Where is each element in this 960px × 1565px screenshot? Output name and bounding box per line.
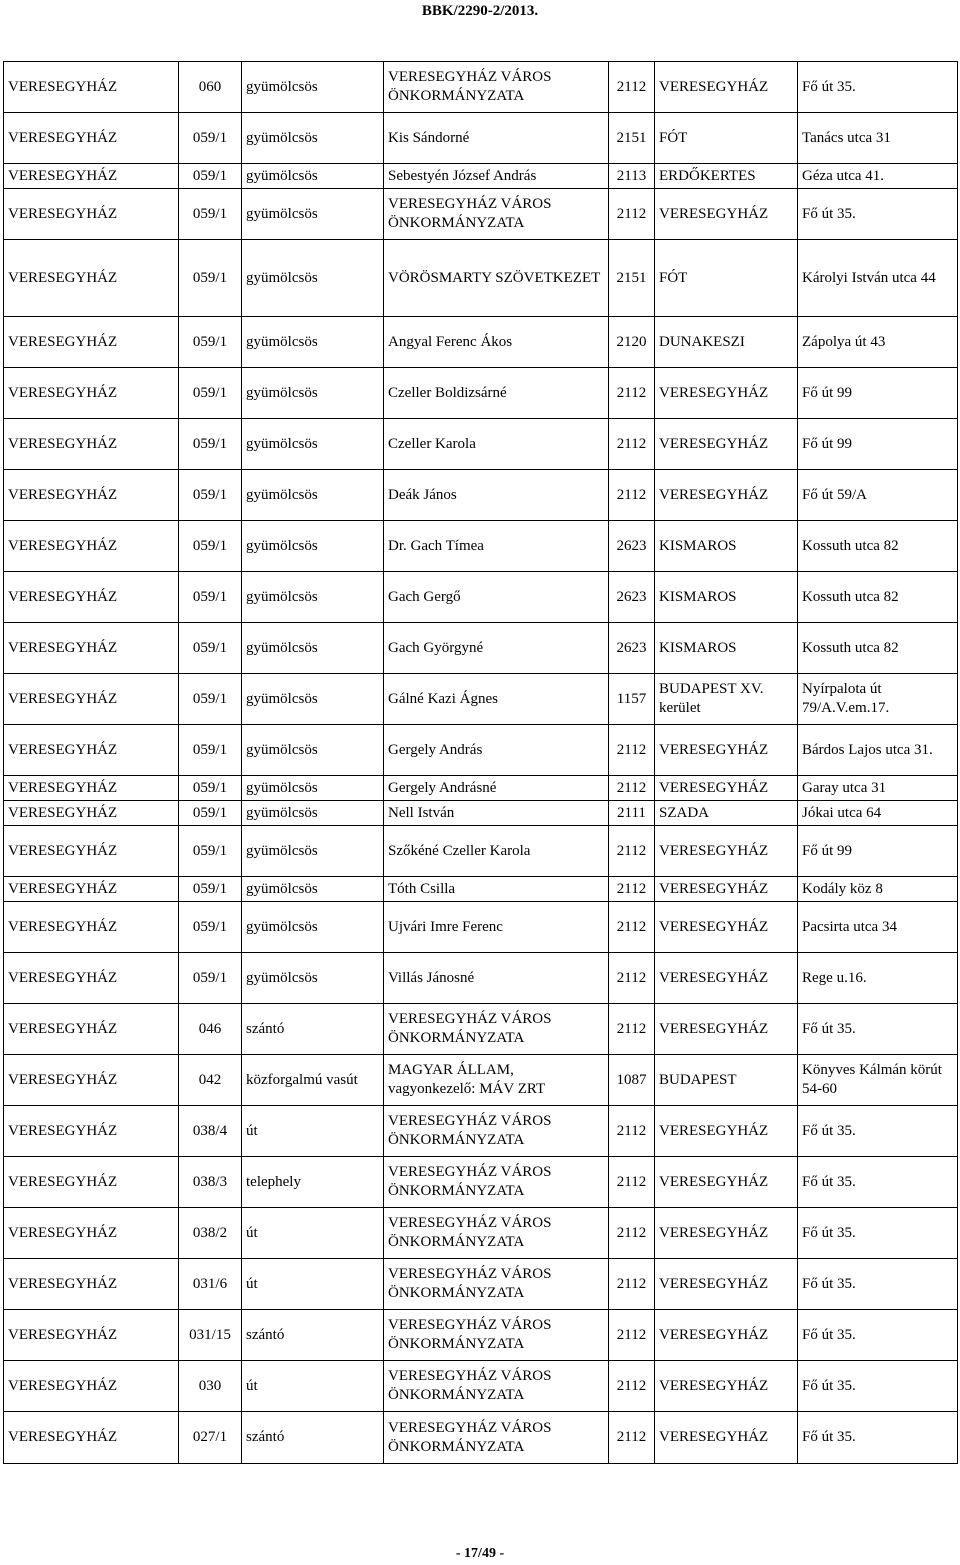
cell-use: gyümölcsös [242, 521, 384, 572]
cell-use: gyümölcsös [242, 953, 384, 1004]
cell-address: Fő út 35. [798, 1157, 958, 1208]
cell-owner: VERESEGYHÁZ VÁROS ÖNKORMÁNYZATA [384, 1004, 609, 1055]
cell-address: Rege u.16. [798, 953, 958, 1004]
cell-address: Géza utca 41. [798, 164, 958, 189]
cell-owner: Gach Györgyné [384, 623, 609, 674]
cell-town: VERESEGYHÁZ [4, 1157, 179, 1208]
cell-town: VERESEGYHÁZ [4, 1361, 179, 1412]
cell-owner: VERESEGYHÁZ VÁROS ÖNKORMÁNYZATA [384, 1259, 609, 1310]
cell-zip: 2112 [609, 953, 655, 1004]
cell-parcel: 038/4 [179, 1106, 242, 1157]
cell-zip: 2112 [609, 725, 655, 776]
cell-zip: 2112 [609, 877, 655, 902]
table-row [4, 470, 958, 521]
cell-town: VERESEGYHÁZ [4, 317, 179, 368]
cell-town: VERESEGYHÁZ [4, 368, 179, 419]
cell-city: KISMAROS [655, 623, 798, 674]
cell-parcel: 060 [179, 62, 242, 113]
cell-zip: 2112 [609, 1157, 655, 1208]
cell-town: VERESEGYHÁZ [4, 521, 179, 572]
cell-city: VERESEGYHÁZ [655, 1361, 798, 1412]
cell-owner: VERESEGYHÁZ VÁROS ÖNKORMÁNYZATA [384, 1412, 609, 1464]
cell-city: DUNAKESZI [655, 317, 798, 368]
cell-city: FÓT [655, 240, 798, 317]
cell-address: Fő út 35. [798, 1412, 958, 1464]
cell-parcel: 059/1 [179, 240, 242, 317]
cell-zip: 2112 [609, 1361, 655, 1412]
cell-parcel: 030 [179, 1361, 242, 1412]
cell-use: gyümölcsös [242, 674, 384, 725]
cell-owner: VERESEGYHÁZ VÁROS ÖNKORMÁNYZATA [384, 1157, 609, 1208]
cell-city: VERESEGYHÁZ [655, 62, 798, 113]
table-row [4, 725, 958, 776]
table-row [4, 776, 958, 801]
cell-address: Garay utca 31 [798, 776, 958, 801]
cell-parcel: 059/1 [179, 953, 242, 1004]
cell-town: VERESEGYHÁZ [4, 419, 179, 470]
cell-address: Fő út 35. [798, 1004, 958, 1055]
cell-town: VERESEGYHÁZ [4, 164, 179, 189]
cell-use: gyümölcsös [242, 470, 384, 521]
cell-address: Fő út 35. [798, 1259, 958, 1310]
cell-use: gyümölcsös [242, 317, 384, 368]
cell-owner: Gergely András [384, 725, 609, 776]
cell-town: VERESEGYHÁZ [4, 801, 179, 826]
cell-zip: 2112 [609, 189, 655, 240]
cell-town: VERESEGYHÁZ [4, 1412, 179, 1464]
table-row [4, 1208, 958, 1259]
cell-city: KISMAROS [655, 572, 798, 623]
cell-city: VERESEGYHÁZ [655, 1412, 798, 1464]
cell-owner: Sebestyén József András [384, 164, 609, 189]
table-row [4, 902, 958, 953]
cell-town: VERESEGYHÁZ [4, 240, 179, 317]
cell-city: SZADA [655, 801, 798, 826]
cell-address: Jókai utca 64 [798, 801, 958, 826]
cell-town: VERESEGYHÁZ [4, 1106, 179, 1157]
cell-town: VERESEGYHÁZ [4, 572, 179, 623]
cell-address: Fő út 35. [798, 1208, 958, 1259]
cell-city: KISMAROS [655, 521, 798, 572]
cell-owner: Czeller Boldizsárné [384, 368, 609, 419]
cell-use: gyümölcsös [242, 801, 384, 826]
cell-use: gyümölcsös [242, 623, 384, 674]
cell-town: VERESEGYHÁZ [4, 1208, 179, 1259]
cell-city: VERESEGYHÁZ [655, 1259, 798, 1310]
cell-town: VERESEGYHÁZ [4, 62, 179, 113]
cell-use: gyümölcsös [242, 164, 384, 189]
cell-use: szántó [242, 1412, 384, 1464]
cell-city: VERESEGYHÁZ [655, 1106, 798, 1157]
cell-use: gyümölcsös [242, 419, 384, 470]
cell-parcel: 059/1 [179, 470, 242, 521]
cell-zip: 2151 [609, 113, 655, 164]
cell-town: VERESEGYHÁZ [4, 776, 179, 801]
cell-town: VERESEGYHÁZ [4, 1004, 179, 1055]
cell-zip: 2112 [609, 776, 655, 801]
cell-city: VERESEGYHÁZ [655, 189, 798, 240]
cell-parcel: 059/1 [179, 776, 242, 801]
cell-zip: 2112 [609, 1310, 655, 1361]
cell-parcel: 059/1 [179, 189, 242, 240]
cell-owner: VERESEGYHÁZ VÁROS ÖNKORMÁNYZATA [384, 1310, 609, 1361]
table-row [4, 164, 958, 189]
table-row [4, 953, 958, 1004]
cell-city: BUDAPEST [655, 1055, 798, 1106]
cell-use: gyümölcsös [242, 826, 384, 877]
cell-zip: 1157 [609, 674, 655, 725]
cell-owner: VERESEGYHÁZ VÁROS ÖNKORMÁNYZATA [384, 1106, 609, 1157]
cell-use: közforgalmú vasút [242, 1055, 384, 1106]
cell-parcel: 031/6 [179, 1259, 242, 1310]
cell-use: gyümölcsös [242, 368, 384, 419]
cell-address: Tanács utca 31 [798, 113, 958, 164]
cell-town: VERESEGYHÁZ [4, 623, 179, 674]
cell-parcel: 059/1 [179, 572, 242, 623]
table-row [4, 1361, 958, 1412]
cell-zip: 2623 [609, 623, 655, 674]
cell-town: VERESEGYHÁZ [4, 902, 179, 953]
cell-town: VERESEGYHÁZ [4, 725, 179, 776]
cell-parcel: 059/1 [179, 164, 242, 189]
cell-city: VERESEGYHÁZ [655, 1310, 798, 1361]
cell-zip: 2623 [609, 521, 655, 572]
table-row [4, 368, 958, 419]
cell-town: VERESEGYHÁZ [4, 826, 179, 877]
table-row [4, 317, 958, 368]
cell-address: Kossuth utca 82 [798, 572, 958, 623]
cell-address: Kodály köz 8 [798, 877, 958, 902]
table-row [4, 113, 958, 164]
cell-city: VERESEGYHÁZ [655, 776, 798, 801]
cell-use: gyümölcsös [242, 725, 384, 776]
cell-use: telephely [242, 1157, 384, 1208]
cell-parcel: 059/1 [179, 368, 242, 419]
cell-owner: Villás Jánosné [384, 953, 609, 1004]
cell-owner: Angyal Ferenc Ákos [384, 317, 609, 368]
cell-town: VERESEGYHÁZ [4, 113, 179, 164]
page-number: - 17/49 - [455, 1546, 505, 1561]
cell-zip: 2112 [609, 368, 655, 419]
cell-zip: 2111 [609, 801, 655, 826]
table-row [4, 240, 958, 317]
table-row [4, 1259, 958, 1310]
cell-parcel: 031/15 [179, 1310, 242, 1361]
cell-city: VERESEGYHÁZ [655, 902, 798, 953]
owner-table [3, 61, 958, 1464]
cell-use: gyümölcsös [242, 189, 384, 240]
cell-zip: 2113 [609, 164, 655, 189]
cell-address: Fő út 99 [798, 419, 958, 470]
cell-parcel: 059/1 [179, 801, 242, 826]
cell-address: Károlyi István utca 44 [798, 240, 958, 317]
cell-city: VERESEGYHÁZ [655, 470, 798, 521]
cell-owner: Ujvári Imre Ferenc [384, 902, 609, 953]
table-row [4, 826, 958, 877]
table-row [4, 1106, 958, 1157]
cell-use: gyümölcsös [242, 113, 384, 164]
cell-use: út [242, 1208, 384, 1259]
cell-parcel: 059/1 [179, 826, 242, 877]
cell-parcel: 059/1 [179, 419, 242, 470]
cell-city: ERDŐKERTES [655, 164, 798, 189]
cell-zip: 2112 [609, 902, 655, 953]
cell-owner: Deák János [384, 470, 609, 521]
cell-parcel: 059/1 [179, 623, 242, 674]
cell-owner: MAGYAR ÁLLAM, vagyonkezelő: MÁV ZRT [384, 1055, 609, 1106]
cell-zip: 2112 [609, 62, 655, 113]
cell-address: Fő út 35. [798, 1310, 958, 1361]
cell-city: VERESEGYHÁZ [655, 877, 798, 902]
cell-town: VERESEGYHÁZ [4, 470, 179, 521]
cell-parcel: 059/1 [179, 521, 242, 572]
cell-owner: Gach Gergő [384, 572, 609, 623]
table-row [4, 189, 958, 240]
cell-owner: VERESEGYHÁZ VÁROS ÖNKORMÁNYZATA [384, 1361, 609, 1412]
cell-owner: Szőkéné Czeller Karola [384, 826, 609, 877]
cell-use: gyümölcsös [242, 877, 384, 902]
cell-zip: 2112 [609, 1208, 655, 1259]
cell-city: VERESEGYHÁZ [655, 826, 798, 877]
cell-use: gyümölcsös [242, 572, 384, 623]
owner-table-body [4, 62, 958, 1464]
cell-zip: 2112 [609, 1004, 655, 1055]
table-row [4, 1157, 958, 1208]
cell-city: VERESEGYHÁZ [655, 1208, 798, 1259]
cell-use: út [242, 1259, 384, 1310]
cell-address: Kossuth utca 82 [798, 623, 958, 674]
cell-address: Fő út 35. [798, 1106, 958, 1157]
table-row [4, 1055, 958, 1106]
cell-address: Fő út 35. [798, 1361, 958, 1412]
cell-city: VERESEGYHÁZ [655, 1004, 798, 1055]
cell-town: VERESEGYHÁZ [4, 877, 179, 902]
table-row [4, 521, 958, 572]
cell-zip: 2112 [609, 470, 655, 521]
cell-use: szántó [242, 1310, 384, 1361]
cell-address: Bárdos Lajos utca 31. [798, 725, 958, 776]
cell-address: Fő út 35. [798, 189, 958, 240]
cell-city: BUDAPEST XV. kerület [655, 674, 798, 725]
cell-owner: VÖRÖSMARTY SZÖVETKEZET [384, 240, 609, 317]
cell-parcel: 059/1 [179, 902, 242, 953]
cell-city: VERESEGYHÁZ [655, 953, 798, 1004]
table-row [4, 1412, 958, 1464]
cell-city: VERESEGYHÁZ [655, 725, 798, 776]
table-row [4, 623, 958, 674]
table-row [4, 801, 958, 826]
cell-use: gyümölcsös [242, 902, 384, 953]
cell-parcel: 059/1 [179, 674, 242, 725]
table-row [4, 419, 958, 470]
cell-address: Fő út 35. [798, 62, 958, 113]
cell-parcel: 038/2 [179, 1208, 242, 1259]
cell-parcel: 059/1 [179, 877, 242, 902]
cell-owner: VERESEGYHÁZ VÁROS ÖNKORMÁNYZATA [384, 189, 609, 240]
cell-parcel: 046 [179, 1004, 242, 1055]
cell-use: gyümölcsös [242, 776, 384, 801]
cell-use: gyümölcsös [242, 62, 384, 113]
cell-zip: 2112 [609, 826, 655, 877]
cell-city: VERESEGYHÁZ [655, 368, 798, 419]
cell-zip: 2112 [609, 1106, 655, 1157]
cell-owner: VERESEGYHÁZ VÁROS ÖNKORMÁNYZATA [384, 1208, 609, 1259]
cell-address: Könyves Kálmán körút 54-60 [798, 1055, 958, 1106]
cell-address: Zápolya út 43 [798, 317, 958, 368]
cell-address: Nyírpalota út 79/A.V.em.17. [798, 674, 958, 725]
cell-city: FÓT [655, 113, 798, 164]
cell-owner: Czeller Karola [384, 419, 609, 470]
cell-zip: 2112 [609, 1412, 655, 1464]
cell-town: VERESEGYHÁZ [4, 674, 179, 725]
cell-town: VERESEGYHÁZ [4, 953, 179, 1004]
cell-owner: Nell István [384, 801, 609, 826]
cell-owner: Gálné Kazi Ágnes [384, 674, 609, 725]
cell-address: Fő út 99 [798, 826, 958, 877]
cell-zip: 2151 [609, 240, 655, 317]
table-row [4, 62, 958, 113]
cell-owner: VERESEGYHÁZ VÁROS ÖNKORMÁNYZATA [384, 62, 609, 113]
cell-use: út [242, 1106, 384, 1157]
cell-owner: Dr. Gach Tímea [384, 521, 609, 572]
cell-use: szántó [242, 1004, 384, 1055]
cell-zip: 1087 [609, 1055, 655, 1106]
cell-address: Fő út 99 [798, 368, 958, 419]
table-row [4, 674, 958, 725]
cell-owner: Kis Sándorné [384, 113, 609, 164]
document-code: BBK/2290-2/2013. [421, 3, 539, 19]
cell-parcel: 038/3 [179, 1157, 242, 1208]
cell-address: Pacsirta utca 34 [798, 902, 958, 953]
cell-zip: 2623 [609, 572, 655, 623]
cell-town: VERESEGYHÁZ [4, 1055, 179, 1106]
cell-parcel: 059/1 [179, 725, 242, 776]
cell-use: út [242, 1361, 384, 1412]
cell-parcel: 059/1 [179, 113, 242, 164]
cell-address: Kossuth utca 82 [798, 521, 958, 572]
cell-parcel: 059/1 [179, 317, 242, 368]
cell-zip: 2112 [609, 419, 655, 470]
cell-zip: 2112 [609, 1259, 655, 1310]
cell-address: Fő út 59/A [798, 470, 958, 521]
table-row [4, 1004, 958, 1055]
table-row [4, 877, 958, 902]
cell-parcel: 027/1 [179, 1412, 242, 1464]
cell-city: VERESEGYHÁZ [655, 419, 798, 470]
cell-zip: 2120 [609, 317, 655, 368]
cell-parcel: 042 [179, 1055, 242, 1106]
cell-owner: Gergely Andrásné [384, 776, 609, 801]
cell-owner: Tóth Csilla [384, 877, 609, 902]
table-row [4, 1310, 958, 1361]
cell-town: VERESEGYHÁZ [4, 1259, 179, 1310]
cell-town: VERESEGYHÁZ [4, 189, 179, 240]
cell-use: gyümölcsös [242, 240, 384, 317]
cell-city: VERESEGYHÁZ [655, 1157, 798, 1208]
cell-town: VERESEGYHÁZ [4, 1310, 179, 1361]
table-row [4, 572, 958, 623]
